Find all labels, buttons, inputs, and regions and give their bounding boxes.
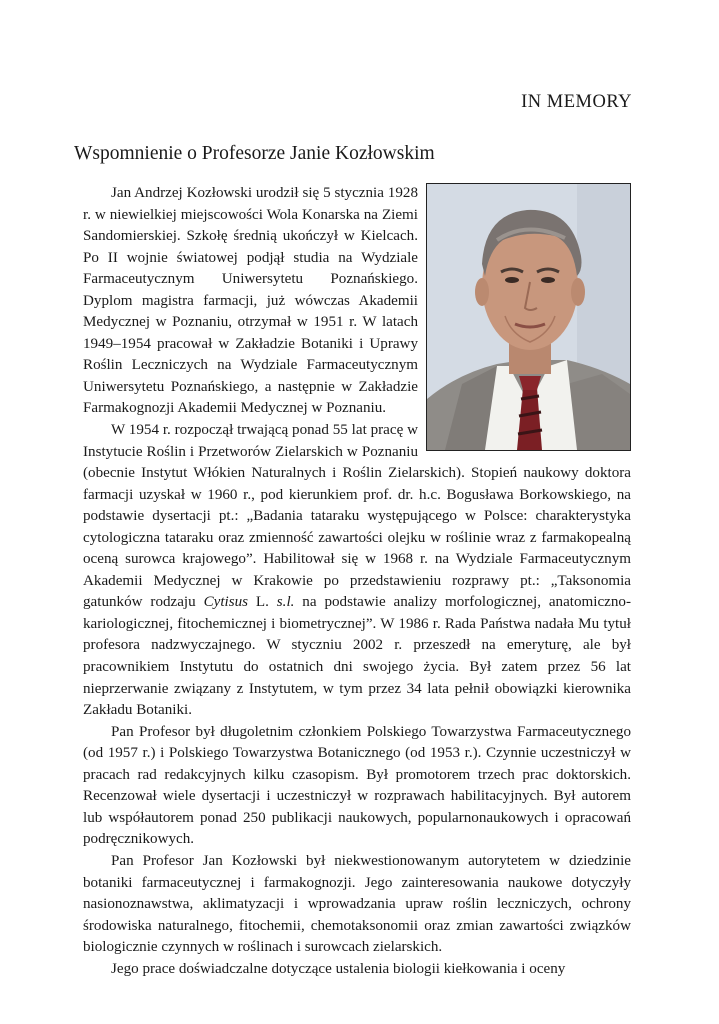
paragraph-5-text: Jego prace doświadczalne dotyczące ustalenia biologii kiełkowania i oceny [111,960,566,977]
paragraph-3 [83,722,631,851]
article-body [83,183,631,980]
paragraph-2-text-c: na podstawie analizy morfologicznej, anatomiczno-kariologicznej, fitochemicznej i biometrycznej”. W 1986 r. Rada Państwa nadała Mu tytuł profesora nadzwyczajnego. W styczniu 2002 r. przeszedł na emeryturę, ale był pracownikiem Instytutu do ostatnich dni swojego życia. Był zatem przez 56 lat nieprzerwanie związany z Instytutem, w tym przez 34 lata pełnił obowiązki kierownika Zakładu Botaniki. [83,594,631,719]
paragraph-3-text: Pan Profesor był długoletnim członkiem Polskiego Towarzystwa Farmaceutycznego (od 1957 r.) i Polskiego Towarzystwa Botanicznego (od 1953 r.). Czynnie uczestniczył w pracach rad redakcyjnych kilku czasopism. Był promotorem trzech prac doktorskich. Recenzował wiele dysertacji i uczestniczył w rozprawach habilitacyjnych. Był autorem lub współautorem ponad 250 publikacji naukowych, popularnonaukowych i opracowań podręcznikowych. [83,723,631,848]
paragraph-2-genus-name: Cytisus [203,594,249,611]
paragraph-4-text: Pan Profesor Jan Kozłowski był niekwestionowanym autorytetem w dziedzinie botaniki farmaceutycznej i farmakognozji. Jego zainteresowania naukowe dotyczyły nasionoznawstwa, aklimatyzacji i wprowadzania upraw roślin leczniczych, ochrony środowiska naturalnego, fitochemii, chemotaksonomii oraz zmian zawartości związków biologicznie czynnych w roślinach i surowcach zielarskich. [83,852,631,956]
paragraph-2 [83,420,631,722]
paragraph-2-sensu-lato: s.l. [276,594,295,611]
paragraph-5 [83,959,631,981]
paragraph-2-text-a: W 1954 r. rozpoczął trwającą ponad 55 lat pracę w Instytucie Roślin i Przetworów Zielarskich w Poznaniu (obecnie Instytut Włókien Naturalnych i Roślin Zielarskich). Stopień naukowy doktora farmacji uzyskał w 1960 r., pod kierunkiem prof. dr. h.c. Bogusława Borkowskiego, na podstawie dysertacji pt.: „Badania tataraku występującego w Polsce: charakterystyka cytologiczna tataraku oraz zmienność zawartości olejku w roślinie wraz z farmakopealną oceną surowca krajowego”. Habilitował się w 1968 r. na Wydziale Farmaceutycznym Akademii Medycznej w Krakowie po przedstawieniu rozprawy pt.: „Taksonomia gatunków rodzaju [83,422,631,611]
article-title: Wspomnienie o Profesorze Janie Kozłowskim [74,143,435,164]
paragraph-2-text-b: L. [248,594,277,611]
paragraph-4 [83,851,631,959]
section-label: IN MEMORY [521,92,632,112]
portrait-photo [426,183,631,451]
paragraph-1-text: Jan Andrzej Kozłowski urodził się 5 stycznia 1928 r. w niewielkiej miejscowości Wola Konarska na Ziemi Sandomierskiej. Szkołę średnią ukończył w Kielcach. Po II wojnie światowej podjął studia na Wydziale Farmaceutycznym Uniwersytetu Poznańskiego. Dyplom magistra farmacji, już wówczas Akademii Medycznej w Poznaniu, otrzymał w 1951 r. W latach 1949–1954 pracował w Zakładzie Botaniki i Uprawy Roślin Leczniczych na Wydziale Farmaceutycznym Uniwersytetu Poznańskiego, a następnie w Zakładzie Farmakognozji Akademii Medycznej w Poznaniu. [83,185,418,417]
